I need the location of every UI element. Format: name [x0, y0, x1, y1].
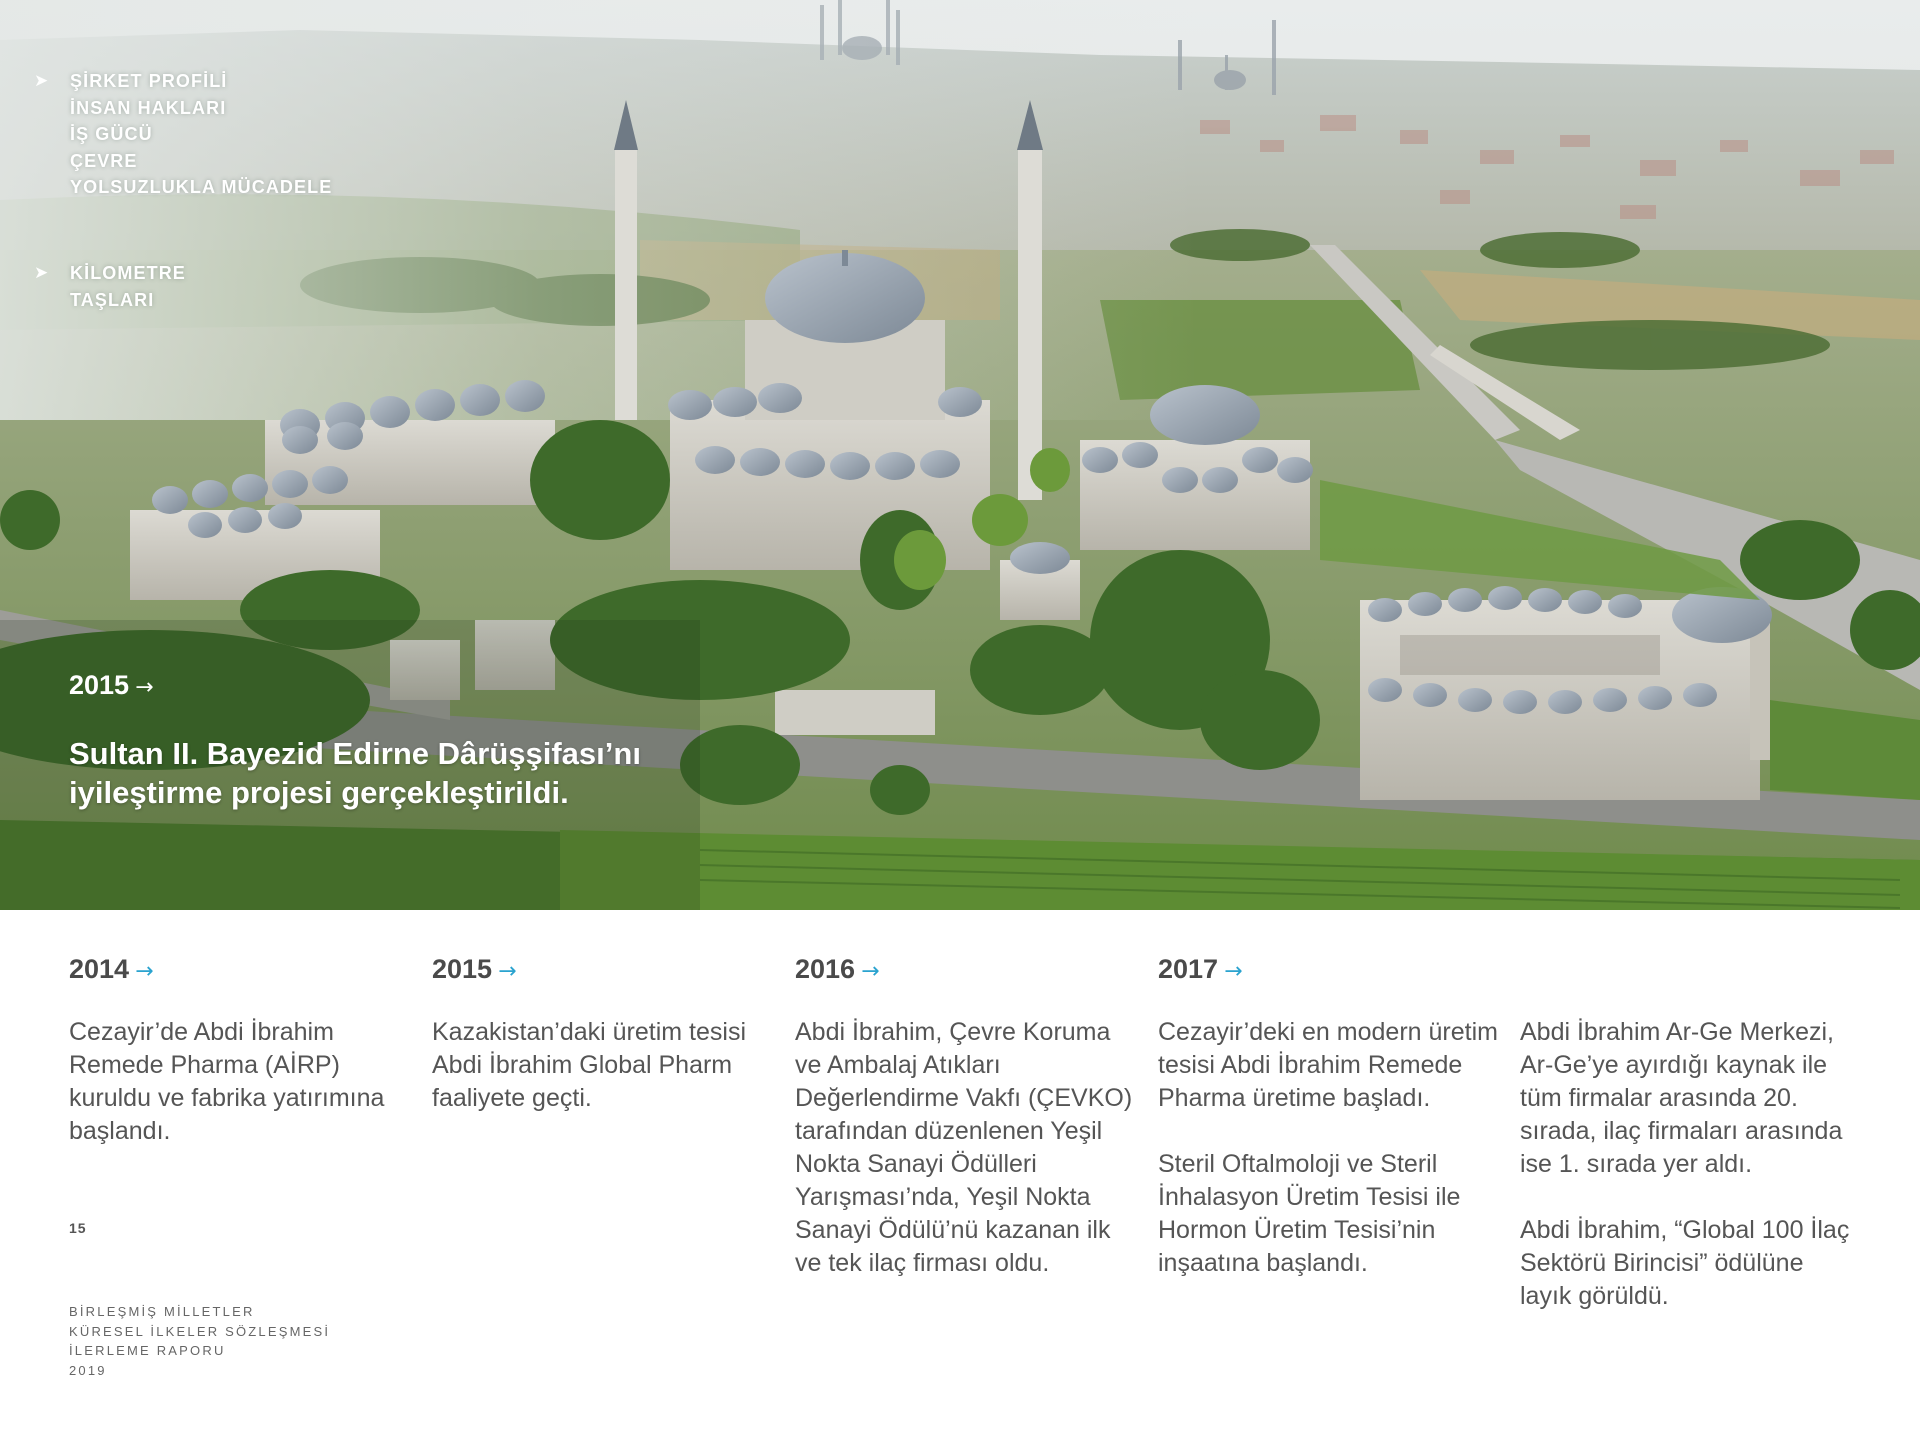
timeline-year-text: 2017: [1158, 954, 1219, 984]
timeline-column-2015: [432, 952, 772, 1112]
timeline-paragraph: Abdi İbrahim, Çevre Koruma ve Ambalaj Atıkları Değerlendirme Vakfı (ÇEVKO) tarafından düzenlenen Yeşil Nokta Sanayi Ödülleri Yarışması’nda, Yeşil Nokta Sanayi Ödülü’nü kazanan ilk ve tek ilaç firması oldu.: [795, 1018, 1133, 1277]
timeline-paragraph: Steril Oftalmoloji ve Steril İnhalasyon Üretim Tesisi ile Hormon Üretim Tesisi’nin inşaatına başlandı.: [1158, 1150, 1461, 1277]
report-title-line: İLERLEME RAPORU: [69, 1343, 226, 1358]
timeline-year-heading: [69, 952, 409, 986]
nav-list-sections: [70, 68, 390, 201]
timeline-column-2014: [69, 952, 409, 1145]
timeline-column-2017: [1158, 952, 1498, 1277]
report-year: 2019: [69, 1362, 107, 1378]
hero-year-text: 2015: [69, 670, 130, 700]
timeline-paragraph: Cezayir’de Abdi İbrahim Remede Pharma (AİRP) kuruldu ve fabrika yatırımına başlandı.: [69, 1018, 385, 1145]
hero-title: Sultan II. Bayezid Edirne Dârüşşifası’nı iyileştirme projesi gerçekleştirildi.: [69, 736, 641, 810]
timeline-paragraph: Kazakistan’daki üretim tesisi Abdi İbrahim Global Pharm faaliyete geçti.: [432, 1018, 747, 1112]
timeline-column-2016: [795, 952, 1135, 1277]
nav-arrow-icon: ➤: [34, 71, 49, 91]
arrow-right-icon: →: [135, 959, 154, 984]
nav-item-sirket-profili[interactable]: ŞİRKET PROFİLİ: [70, 71, 228, 91]
timeline-year-heading: [795, 952, 1135, 986]
nav-item-insan-haklari[interactable]: İNSAN HAKLARI: [70, 97, 227, 118]
nav-item-kilometre[interactable]: KİLOMETRE: [70, 263, 186, 283]
timeline-year-heading: [432, 952, 772, 986]
timeline-body: [1520, 1016, 1860, 1346]
timeline-body: [795, 1016, 1135, 1313]
timeline-year-text: 2014: [69, 954, 130, 984]
timeline-body: [69, 1016, 409, 1181]
hero-year-heading: [69, 668, 154, 705]
nav-item-yolsuzlukla-mucadele[interactable]: YOLSUZLUKLA MÜCADELE: [70, 177, 333, 197]
nav-list-milestones: [70, 260, 390, 313]
timeline-year-text: 2015: [432, 954, 493, 984]
timeline-column-2017-continued: [1520, 952, 1860, 1310]
nav-item-is-gucu[interactable]: İŞ GÜCÜ: [70, 124, 153, 144]
timeline-year-text: 2016: [795, 954, 856, 984]
timeline-year-heading: [1158, 952, 1498, 986]
page-number: 15: [69, 1220, 87, 1236]
nav-item-taslari[interactable]: TAŞLARI: [70, 289, 155, 310]
timeline-paragraph: Cezayir’deki en modern üretim tesisi Abdi İbrahim Remede Pharma üretime başladı.: [1158, 1018, 1498, 1112]
timeline-body: [432, 1016, 772, 1148]
arrow-right-icon: →: [135, 675, 154, 700]
report-title-line: BİRLEŞMİŞ MİLLETLER: [69, 1304, 255, 1319]
timeline-body: [1158, 1016, 1498, 1313]
timeline-paragraph: Abdi İbrahim, “Global 100 İlaç Sektörü Birincisi” ödülüne layık görüldü.: [1520, 1216, 1850, 1310]
nav-item-cevre[interactable]: ÇEVRE: [70, 150, 138, 171]
report-title-footer: [69, 1302, 330, 1380]
arrow-right-icon: →: [498, 959, 517, 984]
arrow-right-icon: →: [1224, 959, 1243, 984]
arrow-right-icon: →: [861, 959, 880, 984]
report-title-line: KÜRESEL İLKELER SÖZLEŞMESİ: [69, 1323, 331, 1339]
timeline-paragraph: Abdi İbrahim Ar-Ge Merkezi, Ar-Ge’ye ayırdığı kaynak ile tüm firmalar arasında 20. sırada, ilaç firmaları arasında ise 1. sırada yer aldı.: [1520, 1018, 1843, 1178]
timeline-year-heading: [1520, 952, 1860, 986]
nav-arrow-icon: ➤: [34, 263, 49, 283]
